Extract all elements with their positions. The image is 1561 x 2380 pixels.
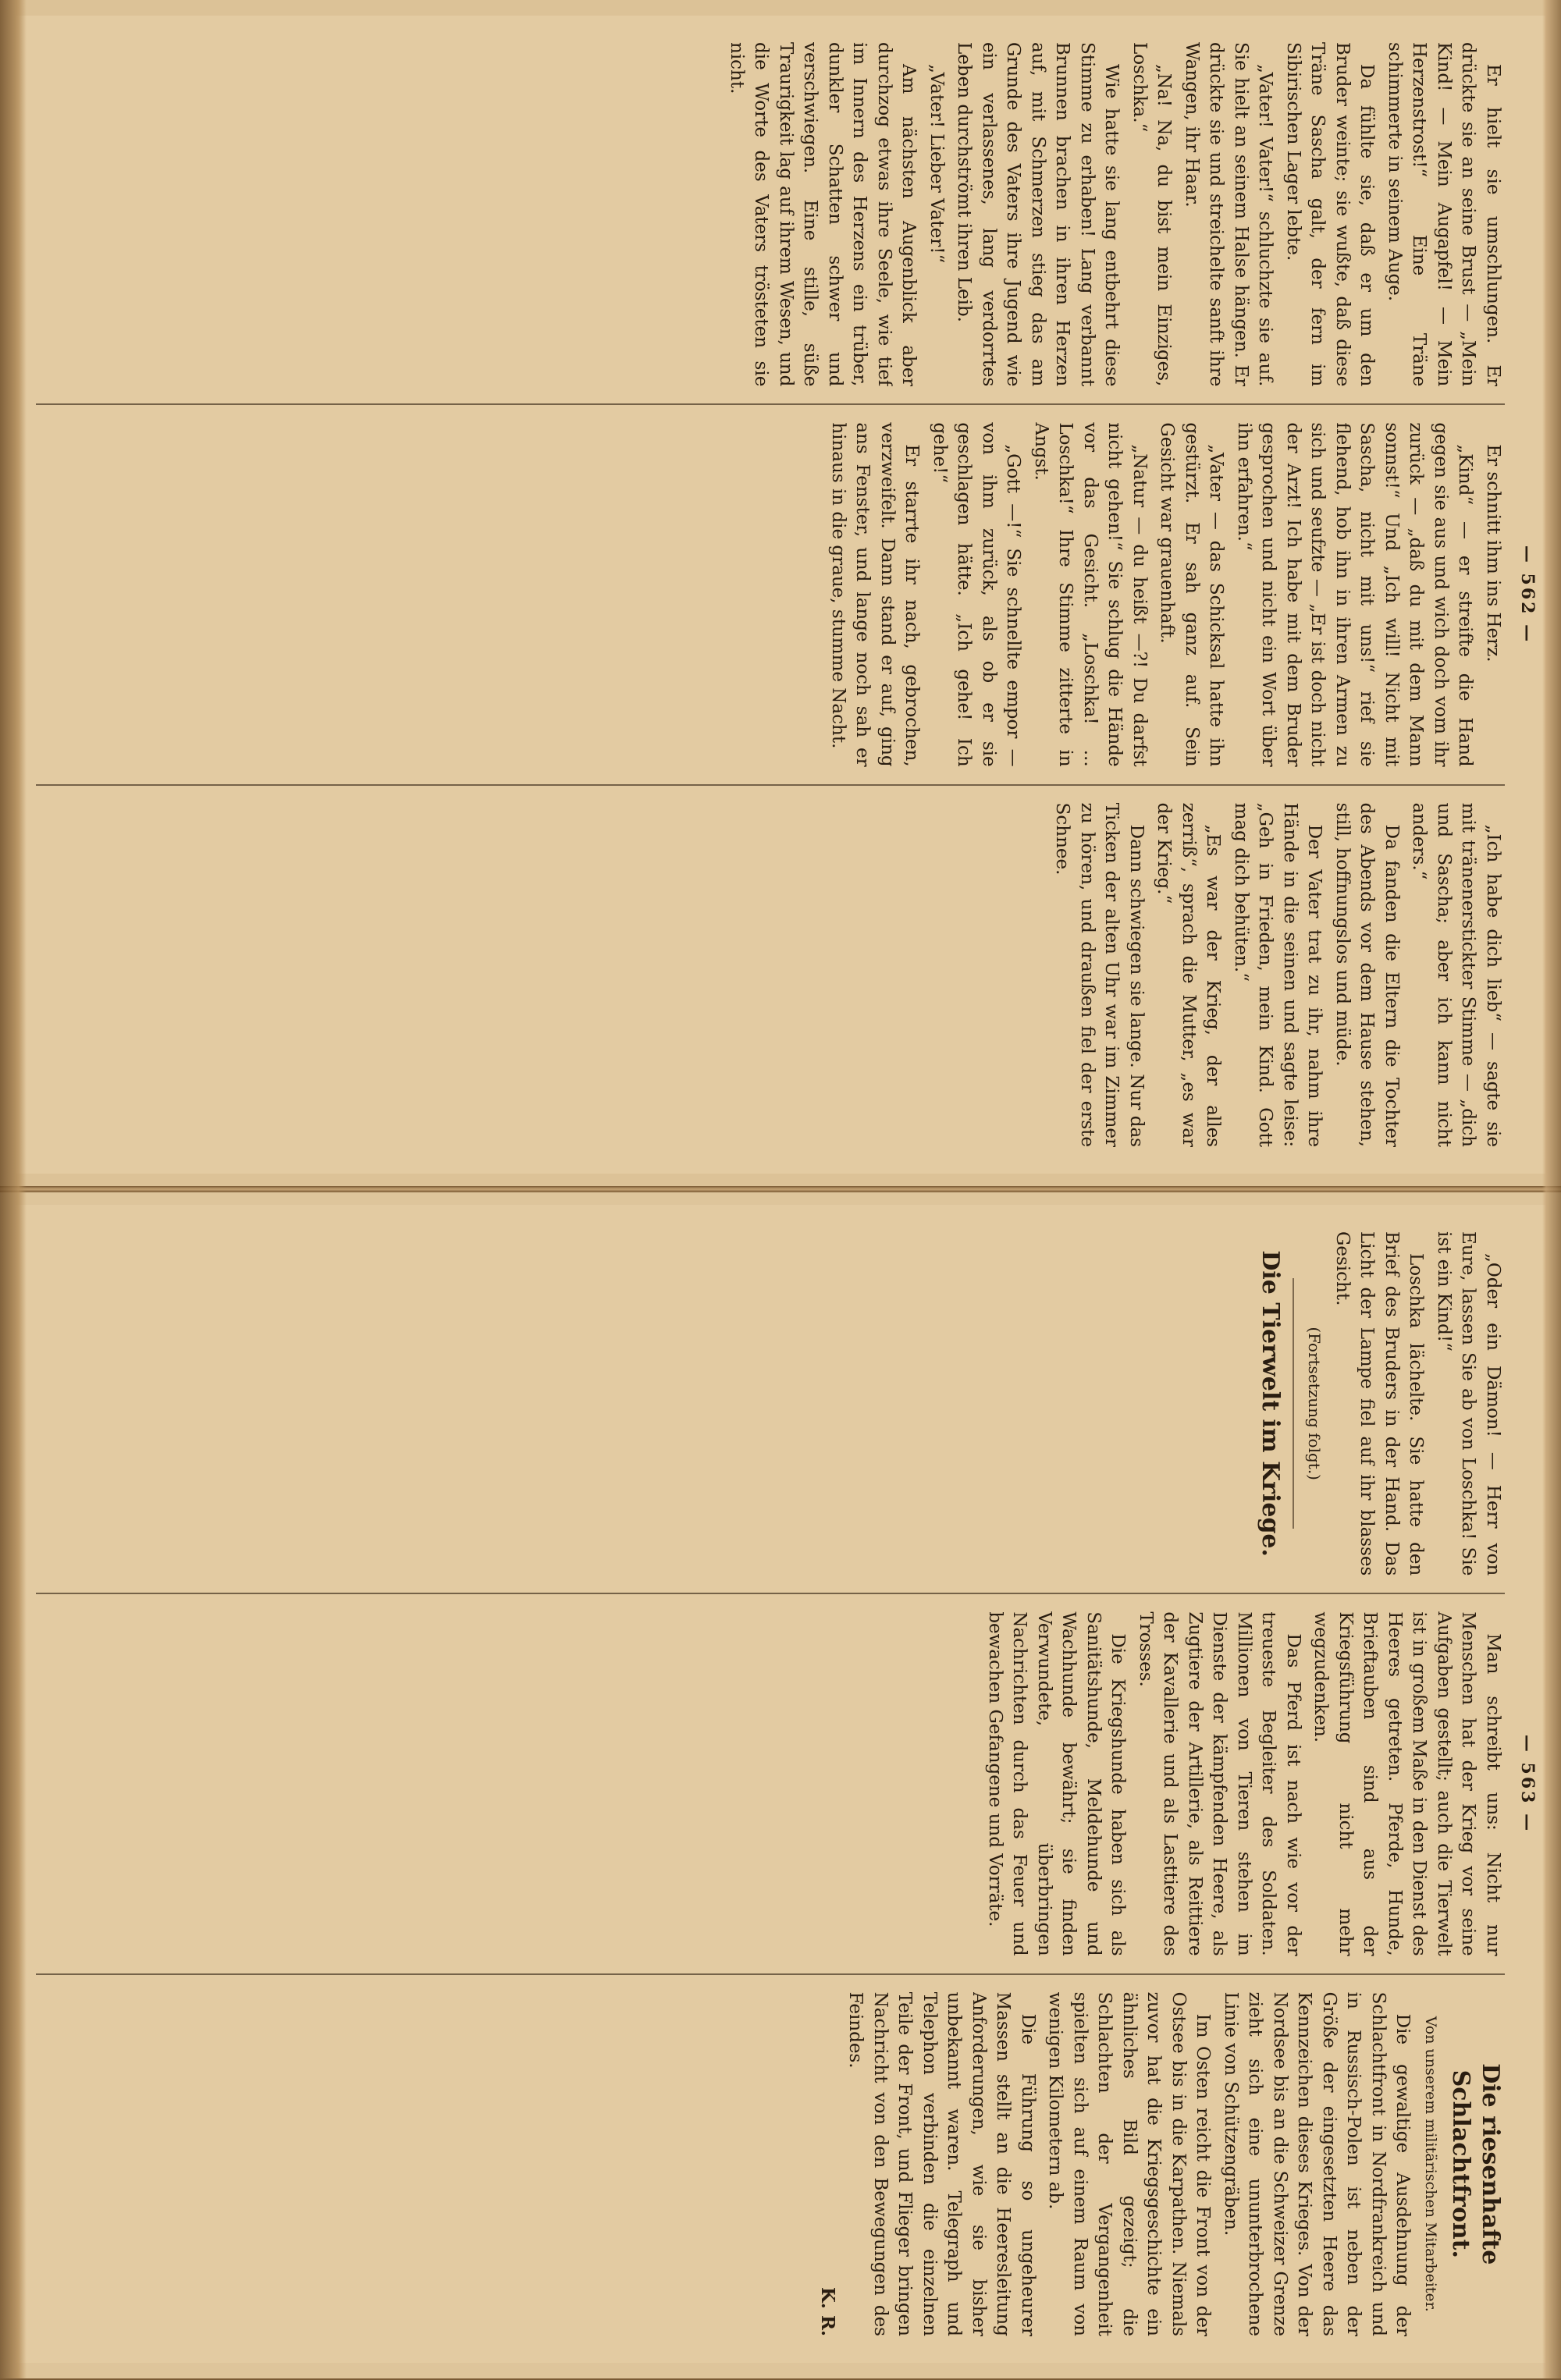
paragraph: Da fanden die Eltern die Tochter des Abends vor dem Hause stehen, still, hoffnungslos und müde. [1332,802,1402,1147]
column-3 [36,803,1505,1147]
column-rule [36,1973,1505,1975]
paragraph: Loschka lächelte. Sie hatte den Brief des Bruders in der Hand. Das Licht der Lampe fiel auf ihr blasses Gesicht. [1332,1231,1427,1576]
continuation-note: (Fortsetzung folgt.) [1305,1327,1325,1480]
separator-rule [1293,1278,1294,1529]
page-fold [0,1186,1561,1192]
paragraph: Er schnitt ihm ins Herz. [1483,444,1503,662]
paragraph: „Na! Na, du bist mein Einziges, Loschka.“ [1129,42,1175,387]
paper-edge-left [0,0,27,2378]
column-rule [36,1593,1505,1594]
page-number: — 562 — [1517,545,1538,645]
paragraph: „Vater! Vater!“ schluchzte sie auf. Sie hielt an seinem Halse hängen. Er drückte sie und streichelte sanft ihre Wangen, ihr Haar. [1182,42,1276,387]
article-title: Die Tierwelt im Kriege. [1257,1250,1284,1557]
column-1 [36,42,1505,386]
paper-edge-right [1542,0,1561,2378]
paragraph: Dann schwiegen sie lange. Nur das Ticken der alten Uhr war im Zimmer zu hören, und draußen fiel der erste Schnee. [1052,802,1147,1147]
paragraph: „Vater — das Schicksal hatte ihn gestürzt. Er sah ganz auf. Sein Gesicht war grauenhaft. [1157,422,1227,767]
column-3 [36,1992,1505,2336]
paragraph: Der Vater trat zu ihr, nahm ihre Hände in die seinen und sagte leise: „Geh in Frieden, mein Kind. Gott mag dich behüten.“ [1231,802,1325,1147]
page-number: — 563 — [1517,1734,1538,1834]
article-byline: Von unserem militärischen Mitarbeiter. [1422,2016,1439,2312]
author-signature: K. R. [817,2286,838,2336]
paragraph: Die gewaltige Ausdehnung der Schlachtfront in Nordfrankreich und in Russisch-Polen ist neben der Größe der eingesetzten Heere das Kennzeichen dieses Krieges. Von der Nordsee bis an die Schweizer Grenze zieht sich eine ununterbrochene Linie von Schützengräben. [1221,1991,1413,2336]
text-columns [36,42,1505,1147]
upper-page-rotated [16,16,1545,1174]
paragraph: „Kind“ — er streifte die Hand gegen sie aus und wich doch vom ihr zurück — „daß du mit dem Mann sonnst!“ Und „Ich will! Nicht mit Sascha, nicht mit uns!“ rief sie flehend, hob ihn in ihren Armen zu sich und seufzte — „Er ist doch nicht der Arzt! Ich habe mit dem Bruder gesprochen und nicht ein Wort über ihn erfahren.“ [1234,422,1476,767]
paragraph: „Es war der Krieg, der alles zerriß“, sprach die Mutter, „es war der Krieg.“ [1154,802,1224,1147]
paragraph: Am nächsten Augenblick aber durchzog etwas ihre Seele, wie tief im Innern des Herzens ein trüber, dunkler Schatten schwer und verschwiegen. Eine stille, süße Traurigkeit lag auf ihrem Wesen, und die Worte des Vaters trösteten sie nicht. [727,42,919,387]
paragraph: Das Pferd ist nach wie vor der treueste Begleiter des Soldaten. Millionen von Tieren stehen im Dienste der kämpfenden Heere, als Zugtiere der Artillerie, als Reittiere der Kavallerie und als Lasttiere des Trosses. [1136,1611,1303,1956]
paragraph: Da fühlte sie, daß er um den Bruder weinte; sie wußte, daß diese Träne Sascha galt, der fern im Sibirischen Lager lebte. [1283,42,1378,387]
column-rule [36,403,1505,405]
column-rule [36,784,1505,786]
column-1 [36,1231,1505,1575]
paragraph: „Ich habe dich lieb“ — sagte sie mit tränenerstickter Stimme — „dich und Sascha; aber ich kann nicht anders.“ [1409,802,1503,1147]
lower-page-rotated [16,1205,1545,2363]
paragraph: „Gott —!“ Sie schnellte empor — von ihm zurück, als ob er sie geschlagen hätte. „Ich gehe! Ich gehe!“ [930,422,1024,767]
paragraph: „Vater! Lieber Vater!“ [926,64,947,264]
lower-page [0,1189,1561,2380]
paragraph: Er starrte ihr nach, gebrochen, verzweifelt. Dann stand er auf, ging ans Fenster, und lange noch sah er hinaus in die graue, stumme Nacht. [828,422,923,767]
paragraph: Die Führung so ungeheurer Massen stellt an die Heeresleitung Anforderungen, wie sie bisher unbekannt waren. Telegraph und Telephon verbinden die einzelnen Teile der Front, und Flieger bringen Nachricht von den Bewegungen des Feindes. [845,1991,1038,2336]
paragraph: Wie hatte sie lang entbehrt diese Stimme zu erhaben! Lang verbannt Brunnen brachen in ihren Herzen auf, mit Schmerzen stieg das am Grunde des Vaters ihre Jugend wie ein verlassenes, lang verdorrtes Leben durchströmt ihren Leib. [954,42,1122,387]
article-title: Die riesenhafte Schlachtfront. [1447,2063,1504,2265]
paragraph: „Natur — du heißt —?! Du darfst nicht gehen!“ Sie schlug die Hände vor das Gesicht. „Loschka! ... Loschka!“ Ihre Stimme zitterte in Angst. [1031,422,1150,767]
paragraph: Im Osten reicht die Front von der Ostsee bis in die Karpathen. Niemals zuvor hat die Kriegsgeschichte ein ähnliches Bild gezeigt; die Schlachten der Vergangenheit spielten sich auf einem Raum von wenigen Kilometern ab. [1045,1991,1214,2336]
paragraph: „Oder ein Dämon! — Herr von Eure, lassen Sie ab von Loschka! Sie ist ein Kind!“ [1434,1231,1503,1576]
text-columns [36,1231,1505,2336]
column-2 [36,1611,1505,1956]
paragraph: Die Kriegshunde haben sich als Sanitätshunde, Meldehunde und Wachhunde bewährt; sie finden Verwundete, überbringen Nachrichten durch das Feuer und bewachen Gefangene und Vorräte. [985,1611,1129,1956]
paragraph: Man schreibt uns: Nicht nur Menschen hat der Krieg vor seine Aufgaben gestellt; auch die Tierwelt ist in großem Maße in den Dienst des Heeres getreten. Pferde, Hunde, Brieftauben sind aus der Kriegsführung nicht mehr wegzudenken. [1310,1611,1503,1956]
column-2 [36,422,1505,766]
paragraph: Er hielt sie umschlungen. Er drückte sie an seine Brust — „Mein Kind! — Mein Augapfel! — Mein Herzenstrost!“ Eine Träne schimmerte in seinem Auge. [1385,42,1503,387]
